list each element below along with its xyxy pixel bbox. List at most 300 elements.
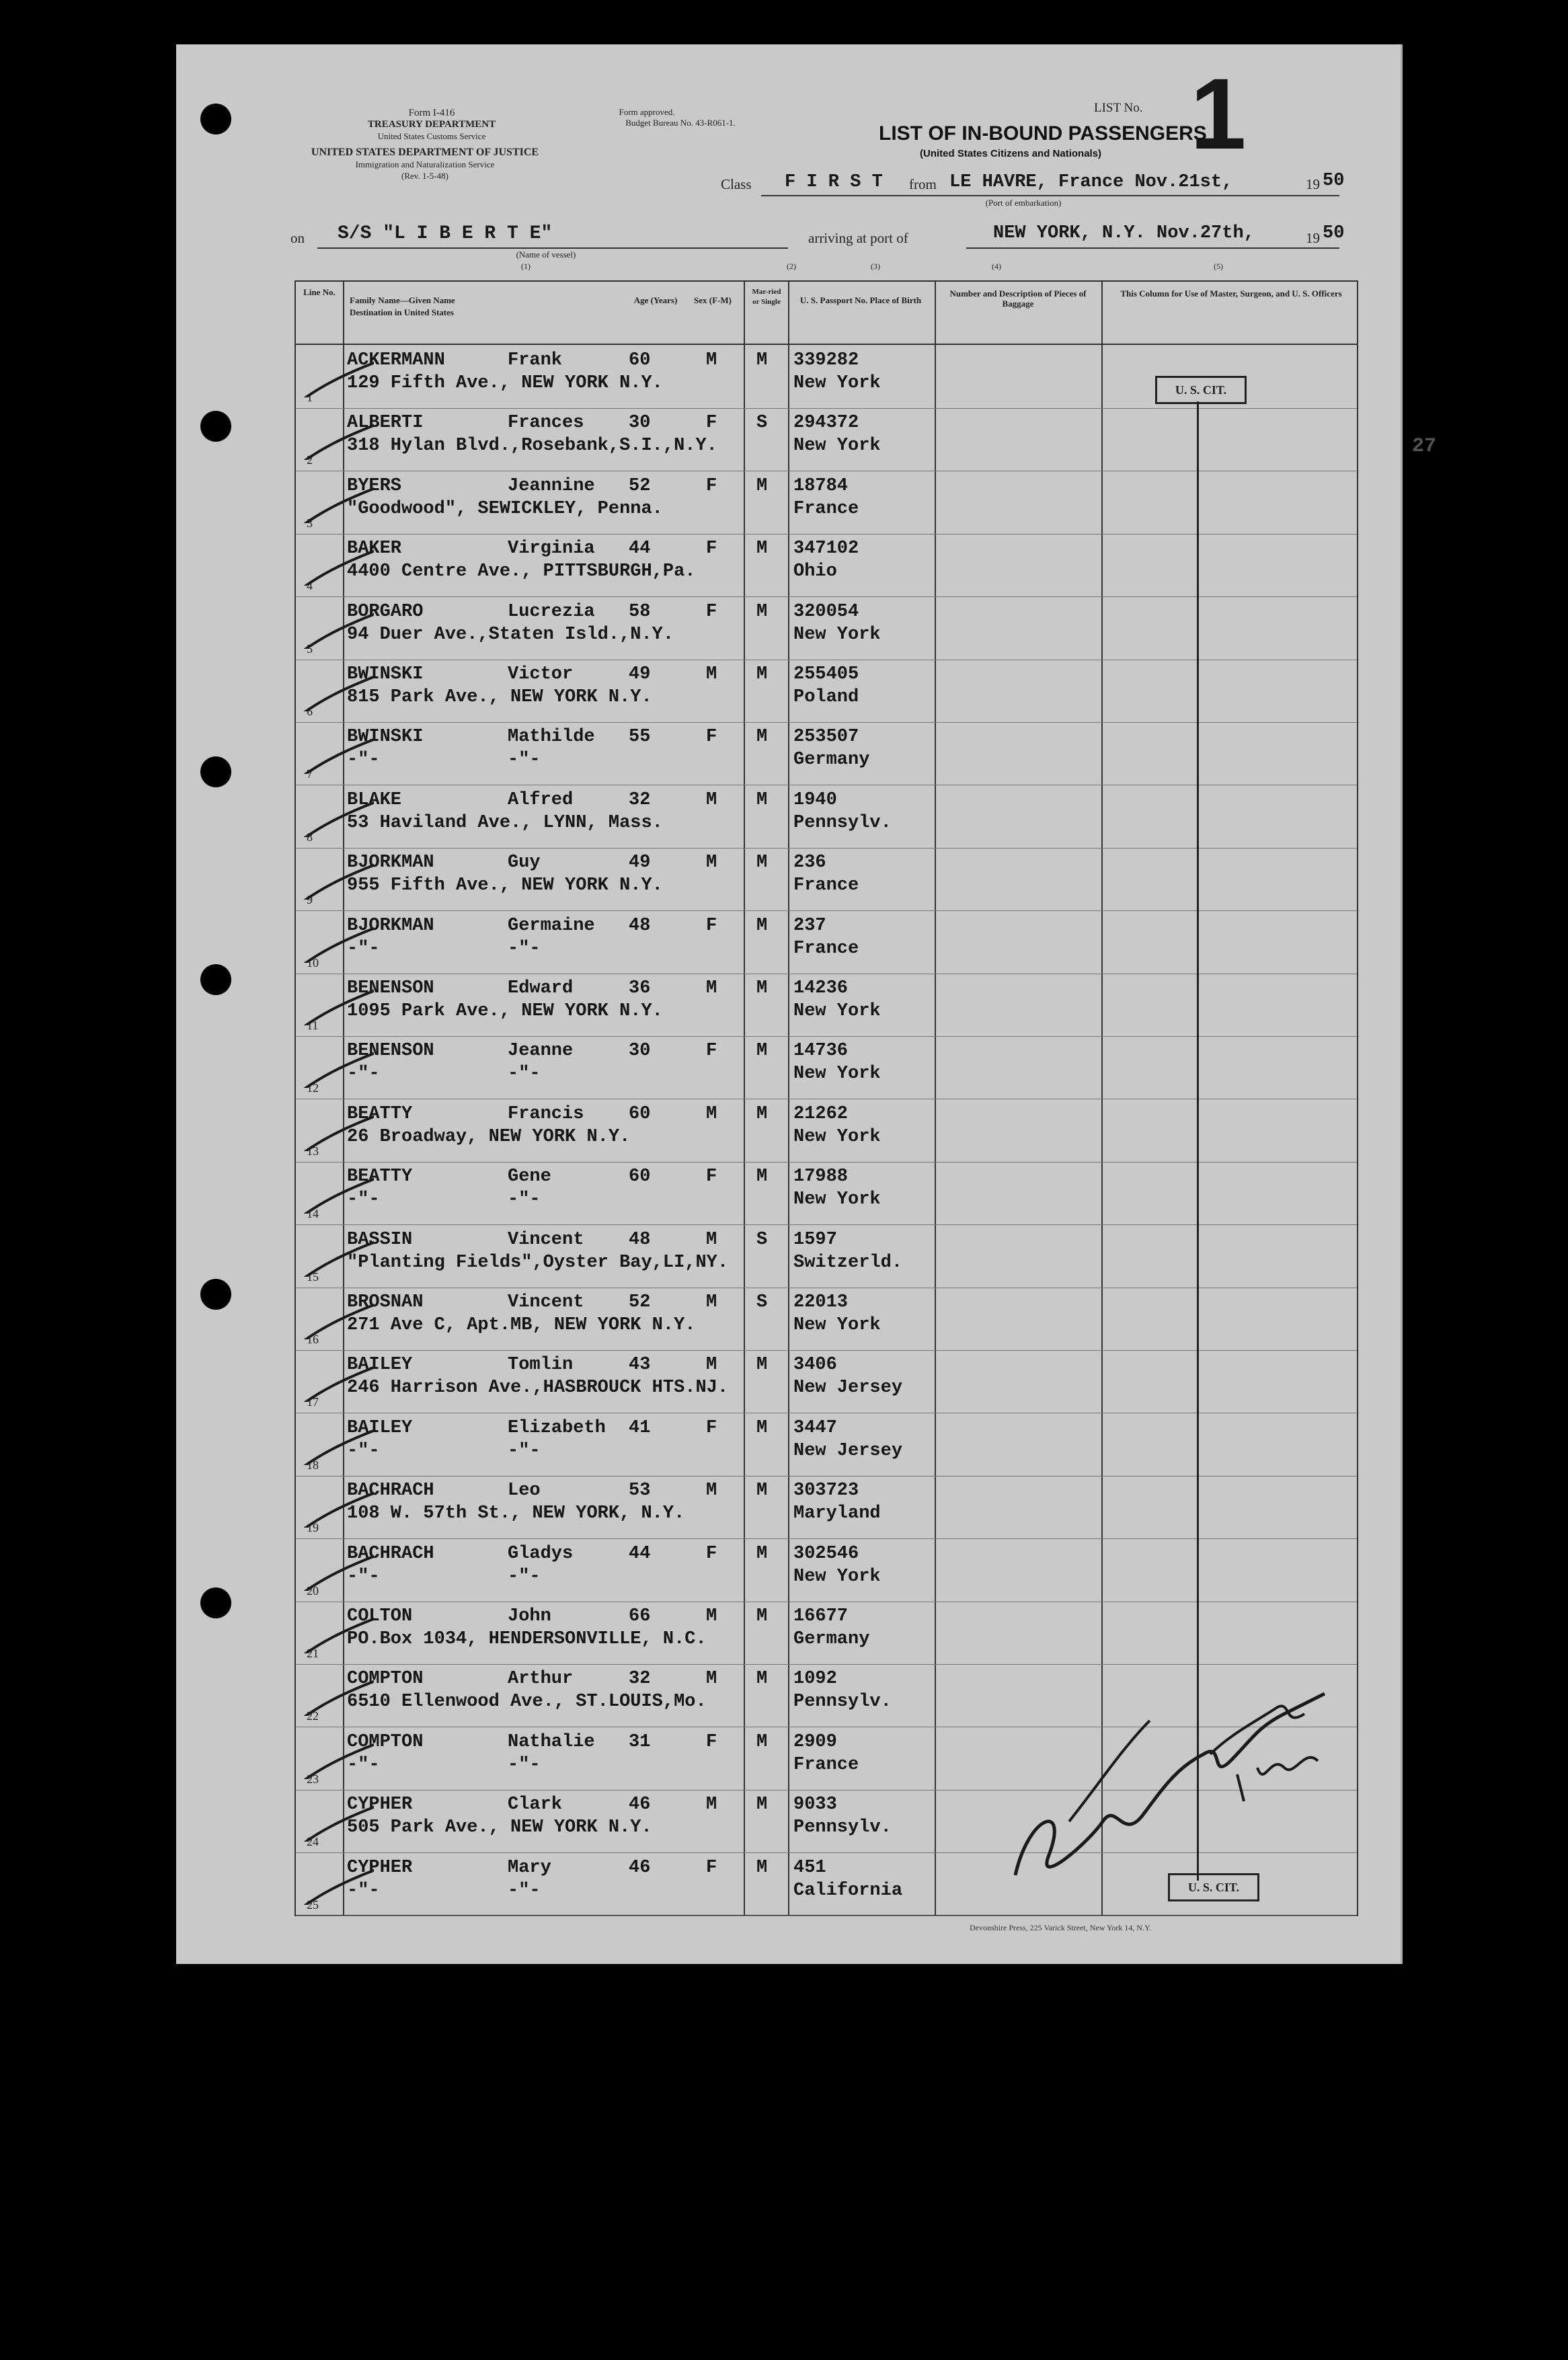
line-number: 25 — [307, 1897, 319, 1912]
check-mark-icon — [300, 1613, 374, 1653]
marital-status: M — [756, 1857, 768, 1878]
passport-number: 22013 — [793, 1292, 849, 1312]
place-of-birth: France — [793, 498, 859, 519]
col-num-2: (2) — [787, 262, 796, 271]
place-of-birth: France — [793, 875, 859, 896]
passport-number: 1092 — [793, 1669, 837, 1690]
line-number: 22 — [307, 1709, 319, 1723]
destination-ditto: -"- — [508, 938, 541, 959]
destination: 505 Park Ave., NEW YORK N.Y. — [347, 1817, 652, 1838]
check-mark-icon — [300, 922, 374, 963]
manifest-sheet — [176, 44, 1437, 1964]
destination: 6510 Ellenwood Ave., ST.LOUIS,Mo. — [347, 1692, 707, 1713]
check-mark-icon — [300, 1425, 374, 1465]
marital-status: M — [756, 789, 768, 810]
line-number: 12 — [307, 1081, 319, 1095]
given-name: Vincent — [508, 1292, 584, 1312]
age: 60 — [629, 350, 651, 370]
check-mark-icon — [300, 1299, 374, 1339]
family-name: BWINSKI — [347, 664, 424, 684]
line-number: 16 — [307, 1333, 319, 1346]
from-label: from — [909, 176, 937, 192]
line-number: 5 — [307, 641, 313, 656]
sex: F — [706, 601, 717, 622]
destination-ditto: -"- — [508, 750, 541, 771]
class-label: Class — [721, 176, 752, 192]
age: 48 — [629, 915, 651, 936]
sex: F — [706, 915, 717, 936]
family-name: CYPHER — [347, 1795, 413, 1815]
punch-hole — [200, 411, 231, 442]
printer-credit: Devonshire Press, 225 Varick Street, New York 14, N.Y. — [970, 1923, 1152, 1932]
sex: F — [706, 1417, 717, 1438]
marital-status: M — [756, 853, 768, 873]
destination: 1095 Park Ave., NEW YORK N.Y. — [347, 1001, 663, 1021]
customs-service: United States Customs Service — [377, 131, 486, 141]
check-mark-icon — [300, 1236, 374, 1277]
col-num-4: (4) — [992, 262, 1001, 271]
sex: M — [706, 664, 717, 684]
passport-number: 3447 — [793, 1417, 837, 1438]
passport-number: 303723 — [793, 1481, 859, 1501]
punch-hole — [200, 104, 231, 134]
age: 46 — [629, 1795, 651, 1815]
age: 49 — [629, 664, 651, 684]
age: 44 — [629, 539, 651, 559]
destination: -"- — [347, 1189, 380, 1210]
place-of-birth: New York — [793, 1001, 881, 1021]
line-number: 2 — [307, 453, 313, 467]
given-name: Frank — [508, 350, 563, 370]
family-name: BAKER — [347, 539, 402, 559]
passenger-table — [295, 280, 1437, 1916]
sex: M — [706, 1606, 717, 1626]
header-married: Mar-ried or Single — [752, 288, 781, 306]
marital-status: M — [756, 915, 768, 936]
revision: (Rev. 1-5-48) — [401, 171, 448, 181]
family-name: BENENSON — [347, 1041, 434, 1062]
manifest-title: LIST OF IN-BOUND PASSENGERS — [879, 122, 1207, 145]
check-mark-icon — [300, 671, 374, 711]
margin-note: 27 — [1412, 435, 1437, 458]
given-name: Alfred — [508, 789, 574, 810]
destination: -"- — [347, 938, 380, 959]
family-name: BEATTY — [347, 1167, 413, 1187]
check-mark-icon — [300, 1048, 374, 1088]
punch-hole — [200, 756, 231, 787]
given-name: Francis — [508, 1103, 584, 1124]
marital-status: M — [756, 1417, 768, 1438]
marital-status: M — [756, 1669, 768, 1690]
destination: 4400 Centre Ave., PITTSBURGH,Pa. — [347, 561, 696, 582]
check-mark-icon — [300, 1111, 374, 1151]
age: 60 — [629, 1103, 651, 1124]
destination: 815 Park Ave., NEW YORK N.Y. — [347, 687, 652, 707]
check-mark-icon — [300, 608, 374, 649]
marital-status: M — [756, 1355, 768, 1376]
embark-year: 50 — [1323, 171, 1345, 191]
sex: F — [706, 1857, 717, 1878]
check-mark-icon — [300, 1362, 374, 1402]
line-number: 11 — [307, 1019, 319, 1032]
given-name: Jeannine — [508, 475, 595, 496]
family-name: BLAKE — [347, 789, 402, 810]
port-note: (Port of embarkation) — [985, 198, 1062, 208]
age: 66 — [629, 1606, 651, 1626]
place-of-birth: France — [793, 938, 859, 959]
given-name: Jeanne — [508, 1041, 574, 1062]
passport-number: 237 — [793, 915, 826, 936]
family-name: BROSNAN — [347, 1292, 424, 1312]
destination: -"- — [347, 1064, 380, 1085]
sex: F — [706, 475, 717, 496]
treasury-dept: TREASURY DEPARTMENT — [367, 119, 496, 130]
arriving-label: arriving at port of — [808, 230, 908, 246]
destination: 246 Harrison Ave.,HASBROUCK HTS.NJ. — [347, 1378, 729, 1399]
passport-number: 14736 — [793, 1041, 849, 1062]
destination: 271 Ave C, Apt.MB, NEW YORK N.Y. — [347, 1315, 696, 1335]
family-name: BEATTY — [347, 1103, 413, 1124]
header-destination: Destination in United States — [350, 307, 454, 317]
marital-status: M — [756, 475, 768, 496]
given-name: John — [508, 1606, 551, 1626]
check-mark-icon — [300, 859, 374, 900]
officer-signature — [988, 1600, 1338, 1895]
age: 32 — [629, 1669, 651, 1690]
destination: 53 Haviland Ave., LYNN, Mass. — [347, 812, 663, 833]
place-of-birth: New York — [793, 1189, 881, 1210]
destination: 26 Broadway, NEW YORK N.Y. — [347, 1126, 631, 1147]
list-number: 1 — [1190, 57, 1247, 170]
justice-dept: UNITED STATES DEPARTMENT OF JUSTICE — [311, 147, 539, 158]
destination-ditto: -"- — [508, 1189, 541, 1210]
line-number: 18 — [307, 1458, 319, 1472]
passport-number: 1597 — [793, 1229, 837, 1250]
header-line-no: Line No. — [303, 287, 336, 297]
destination-ditto: -"- — [508, 1754, 541, 1775]
marital-status: S — [756, 1292, 768, 1312]
marital-status: M — [756, 1795, 768, 1815]
line-number: 6 — [307, 705, 313, 718]
given-name: Victor — [508, 664, 574, 684]
check-mark-icon — [300, 1173, 374, 1214]
passport-number: 339282 — [793, 350, 859, 370]
form-approved: Form approved. — [619, 107, 675, 117]
place-of-birth: Switzerld. — [793, 1252, 903, 1273]
on-label: on — [290, 230, 305, 246]
vessel-note: (Name of vessel) — [516, 249, 576, 260]
header-divider — [296, 344, 1357, 345]
destination: -"- — [347, 1754, 380, 1775]
marital-status: M — [756, 664, 768, 684]
age: 58 — [629, 601, 651, 622]
place-of-birth: New York — [793, 1126, 881, 1147]
destination-ditto: -"- — [508, 1064, 541, 1085]
passport-number: 302546 — [793, 1543, 859, 1564]
passport-number: 3406 — [793, 1355, 837, 1376]
arrival-year-prefix: 19 — [1306, 230, 1320, 246]
place-of-birth: Maryland — [793, 1503, 881, 1524]
header-baggage: Number and Description of Pieces of Baggage — [949, 288, 1087, 309]
line-number: 19 — [307, 1521, 319, 1535]
given-name: Virginia — [508, 539, 595, 559]
destination-ditto: -"- — [508, 1566, 541, 1587]
passport-number: 14236 — [793, 978, 849, 998]
family-name: CYPHER — [347, 1857, 413, 1878]
given-name: Edward — [508, 978, 574, 998]
family-name: COLTON — [347, 1606, 413, 1626]
age: 55 — [629, 727, 651, 748]
place-of-birth: New York — [793, 1566, 881, 1587]
passport-number: 255405 — [793, 664, 859, 684]
line-number: 15 — [307, 1269, 319, 1284]
sex: M — [706, 853, 717, 873]
check-mark-icon — [300, 985, 374, 1025]
marital-status: S — [756, 413, 768, 434]
destination-ditto: -"- — [508, 1440, 541, 1461]
col-num-1: (1) — [521, 262, 531, 271]
given-name: Lucrezia — [508, 601, 595, 622]
age: 41 — [629, 1417, 651, 1438]
family-name: ALBERTI — [347, 413, 424, 434]
age: 31 — [629, 1731, 651, 1752]
passport-number: 451 — [793, 1857, 826, 1878]
place-of-birth: Pennsylv. — [793, 812, 892, 833]
check-mark-icon — [300, 797, 374, 837]
line-number: 24 — [307, 1835, 319, 1849]
destination: 94 Duer Ave.,Staten Isld.,N.Y. — [347, 624, 674, 645]
sex: M — [706, 1355, 717, 1376]
punch-hole — [200, 964, 231, 995]
age: 32 — [629, 789, 651, 810]
given-name: Guy — [508, 853, 541, 873]
vessel-name: S/S "L I B E R T E" — [338, 223, 553, 244]
budget-bureau: Budget Bureau No. 43-R061-1. — [625, 118, 736, 128]
embark-year-prefix: 19 — [1306, 176, 1320, 192]
sex: F — [706, 539, 717, 559]
sex: M — [706, 1795, 717, 1815]
header-age: Age (Years) — [633, 295, 678, 305]
family-name: BACHRACH — [347, 1543, 434, 1564]
family-name: ACKERMANN — [347, 350, 445, 370]
line-number: 10 — [307, 955, 319, 970]
destination: PO.Box 1034, HENDERSONVILLE, N.C. — [347, 1629, 707, 1649]
age: 46 — [629, 1857, 651, 1878]
sex: F — [706, 1041, 717, 1062]
citizen-stamp: U. S. CIT. — [1155, 376, 1247, 404]
given-name: Nathalie — [508, 1731, 595, 1752]
line-number: 23 — [307, 1772, 319, 1786]
destination-ditto: -"- — [508, 1880, 541, 1901]
passport-number: 236 — [793, 853, 826, 873]
age: 44 — [629, 1543, 651, 1564]
place-of-birth: Ohio — [793, 561, 837, 582]
header-officers: This Column for Use of Master, Surgeon, and U. S. Officers — [1120, 288, 1342, 299]
arrival-value: NEW YORK, N.Y. Nov.27th, — [993, 223, 1255, 243]
family-name: BYERS — [347, 475, 402, 496]
destination: -"- — [347, 1440, 380, 1461]
marital-status: M — [756, 601, 768, 622]
place-of-birth: New Jersey — [793, 1440, 903, 1461]
line-number: 21 — [307, 1647, 319, 1660]
place-of-birth: Germany — [793, 750, 870, 771]
sex: M — [706, 1292, 717, 1312]
sex: M — [706, 1481, 717, 1501]
age: 48 — [629, 1229, 651, 1250]
line-number: 8 — [307, 830, 313, 844]
sex: F — [706, 1167, 717, 1187]
age: 43 — [629, 1355, 651, 1376]
col-num-3: (3) — [871, 262, 880, 271]
embarkation-value: LE HAVRE, France Nov.21st, — [949, 172, 1233, 192]
arrival-underline — [966, 247, 1339, 249]
family-name: BJORKMAN — [347, 853, 434, 873]
marital-status: M — [756, 350, 768, 370]
age: 53 — [629, 1481, 651, 1501]
place-of-birth: New York — [793, 624, 881, 645]
passport-number: 320054 — [793, 601, 859, 622]
sex: F — [706, 1731, 717, 1752]
given-name: Clark — [508, 1795, 563, 1815]
manifest-subtitle: (United States Citizens and Nationals) — [920, 148, 1102, 159]
line-number: 4 — [307, 579, 313, 593]
family-name: BASSIN — [347, 1229, 413, 1250]
marital-status: M — [756, 539, 768, 559]
marital-status: M — [756, 727, 768, 748]
class-value: F I R S T — [785, 172, 883, 192]
passport-number: 18784 — [793, 475, 849, 496]
check-mark-icon — [300, 420, 374, 460]
passport-number: 9033 — [793, 1795, 837, 1815]
check-mark-icon — [300, 483, 374, 523]
given-name: Frances — [508, 413, 584, 434]
given-name: Gene — [508, 1167, 551, 1187]
sex: M — [706, 1103, 717, 1124]
family-name: BWINSKI — [347, 727, 424, 748]
family-name: COMPTON — [347, 1669, 424, 1690]
sex: F — [706, 727, 717, 748]
header-sex: Sex (F-M) — [694, 295, 732, 305]
line-number: 7 — [307, 767, 313, 781]
form-number: Form I-416 — [408, 108, 455, 118]
place-of-birth: New York — [793, 1315, 881, 1335]
ins-service: Immigration and Naturalization Service — [355, 159, 495, 169]
age: 30 — [629, 413, 651, 434]
given-name: Arthur — [508, 1669, 574, 1690]
header-passport: U. S. Passport No. Place of Birth — [799, 295, 922, 305]
passport-number: 347102 — [793, 539, 859, 559]
given-name: Vincent — [508, 1229, 584, 1250]
line-number: 17 — [307, 1395, 319, 1409]
check-mark-icon — [300, 1801, 374, 1842]
place-of-birth: New York — [793, 373, 881, 393]
passport-number: 21262 — [793, 1103, 849, 1124]
place-of-birth: France — [793, 1754, 859, 1775]
place-of-birth: New York — [793, 436, 881, 457]
check-mark-icon — [300, 545, 374, 586]
family-name: BAILEY — [347, 1355, 413, 1376]
line-number: 1 — [307, 391, 313, 404]
sex: M — [706, 1669, 717, 1690]
col-num-5: (5) — [1214, 262, 1223, 271]
family-name: BENENSON — [347, 978, 434, 998]
destination: -"- — [347, 750, 380, 771]
destination: 955 Fifth Ave., NEW YORK N.Y. — [347, 875, 663, 896]
sex: M — [706, 1229, 717, 1250]
marital-status: M — [756, 1731, 768, 1752]
marital-status: M — [756, 1606, 768, 1626]
punch-hole — [200, 1587, 231, 1618]
marital-status: M — [756, 978, 768, 998]
given-name: Mathilde — [508, 727, 595, 748]
marital-status: M — [756, 1481, 768, 1501]
place-of-birth: California — [793, 1880, 903, 1901]
passport-number: 2909 — [793, 1731, 837, 1752]
marital-status: M — [756, 1103, 768, 1124]
sex: M — [706, 350, 717, 370]
given-name: Tomlin — [508, 1355, 574, 1376]
destination: -"- — [347, 1566, 380, 1587]
place-of-birth: Poland — [793, 687, 859, 707]
check-mark-icon — [300, 1739, 374, 1779]
marital-status: M — [756, 1543, 768, 1564]
place-of-birth: New York — [793, 1064, 881, 1085]
place-of-birth: Pennsylv. — [793, 1817, 892, 1838]
family-name: BACHRACH — [347, 1481, 434, 1501]
sex: M — [706, 789, 717, 810]
family-name: BORGARO — [347, 601, 424, 622]
sex: F — [706, 1543, 717, 1564]
age: 30 — [629, 1041, 651, 1062]
destination: 129 Fifth Ave., NEW YORK N.Y. — [347, 373, 663, 393]
place-of-birth: Pennsylv. — [793, 1692, 892, 1713]
age: 36 — [629, 978, 651, 998]
family-name: BAILEY — [347, 1417, 413, 1438]
family-name: BJORKMAN — [347, 915, 434, 936]
line-number: 20 — [307, 1583, 319, 1598]
class-underline — [761, 195, 1339, 196]
passport-number: 17988 — [793, 1167, 849, 1187]
sex: F — [706, 413, 717, 434]
check-mark-icon — [300, 1676, 374, 1716]
line-number: 9 — [307, 893, 313, 907]
citizen-stamp-bottom: U. S. CIT. — [1168, 1873, 1259, 1901]
passport-number: 294372 — [793, 413, 859, 434]
given-name: Mary — [508, 1857, 551, 1878]
given-name: Gladys — [508, 1543, 574, 1564]
place-of-birth: Germany — [793, 1629, 870, 1649]
check-mark-icon — [300, 1487, 374, 1528]
line-number: 14 — [307, 1207, 319, 1221]
given-name: Germaine — [508, 915, 595, 936]
arrival-year: 50 — [1323, 223, 1345, 243]
family-name: COMPTON — [347, 1731, 424, 1752]
destination: 108 W. 57th St., NEW YORK, N.Y. — [347, 1503, 685, 1524]
passport-number: 1940 — [793, 789, 837, 810]
marital-status: M — [756, 1041, 768, 1062]
place-of-birth: New Jersey — [793, 1378, 903, 1399]
check-mark-icon — [300, 357, 374, 397]
check-mark-icon — [300, 1550, 374, 1591]
destination: -"- — [347, 1880, 380, 1901]
check-mark-icon — [300, 734, 374, 774]
age: 52 — [629, 475, 651, 496]
passport-number: 16677 — [793, 1606, 849, 1626]
age: 49 — [629, 853, 651, 873]
check-mark-icon — [300, 1864, 374, 1905]
destination: "Goodwood", SEWICKLEY, Penna. — [347, 498, 663, 519]
destination: "Planting Fields",Oyster Bay,LI,NY. — [347, 1252, 729, 1273]
